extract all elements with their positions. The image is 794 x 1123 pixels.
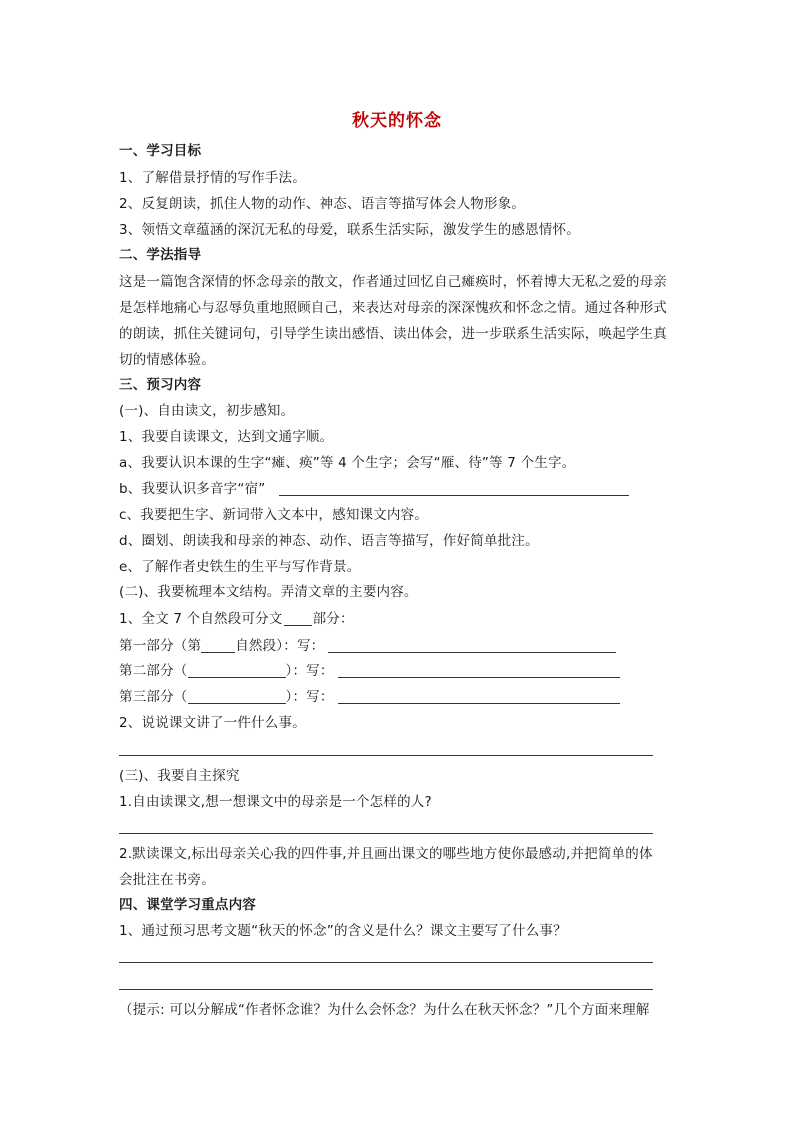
subsection-heading: (二)、我要梳理本文结构。弄清文章的主要内容。 (119, 584, 418, 600)
question-text: 部分： (312, 611, 354, 627)
answer-blank[interactable] (284, 611, 312, 626)
section-heading-goals: 一、学习目标 (119, 143, 202, 159)
section-heading-method: 二、学法指导 (119, 247, 202, 263)
goal-item: 2、反复朗读，抓住人物的动作、神态、语言等描写体会人物形象。 (119, 196, 526, 212)
preview-item: a、我要认识本课的生字“瘫、痪”等 4 个生字；会写“雁、待”等 7 个生字。 (119, 455, 576, 471)
section-heading-key-content: 四、课堂学习重点内容 (119, 897, 256, 913)
method-paragraph-line: 的朗读，抓住关键词句，引导学生读出感悟、读出体会，进一步联系生活实际，唤起学生真 (119, 326, 667, 342)
question-text: 1、全文 7 个自然段可分文 (119, 611, 283, 627)
part-label: 自然段）：写： (235, 638, 325, 654)
section-heading-preview: 三、预习内容 (119, 377, 202, 393)
method-paragraph-line: 切的情感体验。 (119, 352, 215, 368)
part-label: ）：写： (285, 689, 334, 705)
explore-question: 2.默读课文,标出母亲关心我的四件事,并且画出课文的哪些地方使你最感动,并把简单的体 (119, 846, 653, 862)
subsection-heading: (三)、我要自主探究 (119, 768, 240, 784)
answer-blank[interactable] (188, 689, 286, 704)
answer-line[interactable] (119, 833, 653, 834)
answer-line[interactable] (119, 962, 653, 963)
answer-line[interactable] (119, 755, 653, 756)
subsection-heading: (一)、自由读文，初步感知。 (119, 403, 295, 419)
explore-question: 会批注在书旁。 (119, 872, 215, 888)
answer-blank[interactable] (201, 638, 235, 653)
structure-part-row (119, 663, 620, 680)
method-paragraph-line: 这是一篇饱含深情的怀念母亲的散文，作者通过回忆自己瘫痪时，怀着博大无私之爱的母亲 (119, 274, 667, 290)
hint-text: （提示: 可以分解成“作者怀念谁？为什么会怀念？为什么在秋天怀念？”几个方面来理解 (119, 1002, 650, 1018)
answer-blank[interactable] (338, 663, 620, 678)
answer-blank[interactable] (328, 638, 616, 653)
method-paragraph-line: 是怎样地痛心与忍辱负重地照顾自己，来表达对母亲的深深愧疚和怀念之情。通过各种形式 (119, 300, 667, 316)
answer-line[interactable] (119, 989, 653, 990)
preview-item: 1、我要自读课文，达到文通字顺。 (119, 429, 334, 445)
preview-item: c、我要把生字、新词带入文本中，感知课文内容。 (119, 507, 429, 523)
structure-question (119, 611, 354, 628)
answer-blank[interactable] (188, 663, 286, 678)
preview-item (119, 481, 629, 498)
document-title: 秋天的怀念 (352, 111, 442, 131)
goal-item: 3、领悟文章蕴涵的深沉无私的母爱，联系生活实际，激发学生的感恩情怀。 (119, 222, 580, 238)
preview-item-text: b、我要认识多音字“宿” (119, 481, 266, 497)
explore-question: 1.自由读课文,想一想课文中的母亲是一个怎样的人? (119, 794, 432, 810)
answer-blank[interactable] (338, 689, 620, 704)
structure-part-row (119, 689, 620, 706)
structure-question: 2、说说课文讲了一件什么事。 (119, 715, 306, 731)
key-question: 1、通过预习思考文题“秋天的怀念”的含义是什么？课文主要写了什么事？ (119, 923, 567, 939)
preview-item: e、了解作者史铁生的生平与写作背景。 (119, 559, 361, 575)
preview-item: d、圈划、朗读我和母亲的神态、动作、语言等描写，作好简单批注。 (119, 533, 539, 549)
part-label: 第二部分（ (119, 663, 188, 679)
structure-part-row (119, 638, 616, 655)
part-label: ）：写： (285, 663, 334, 679)
goal-item: 1、了解借景抒情的写作手法。 (119, 170, 306, 186)
part-label: 第三部分（ (119, 689, 188, 705)
answer-blank[interactable] (279, 481, 629, 496)
part-label: 第一部分（第 (119, 638, 202, 654)
